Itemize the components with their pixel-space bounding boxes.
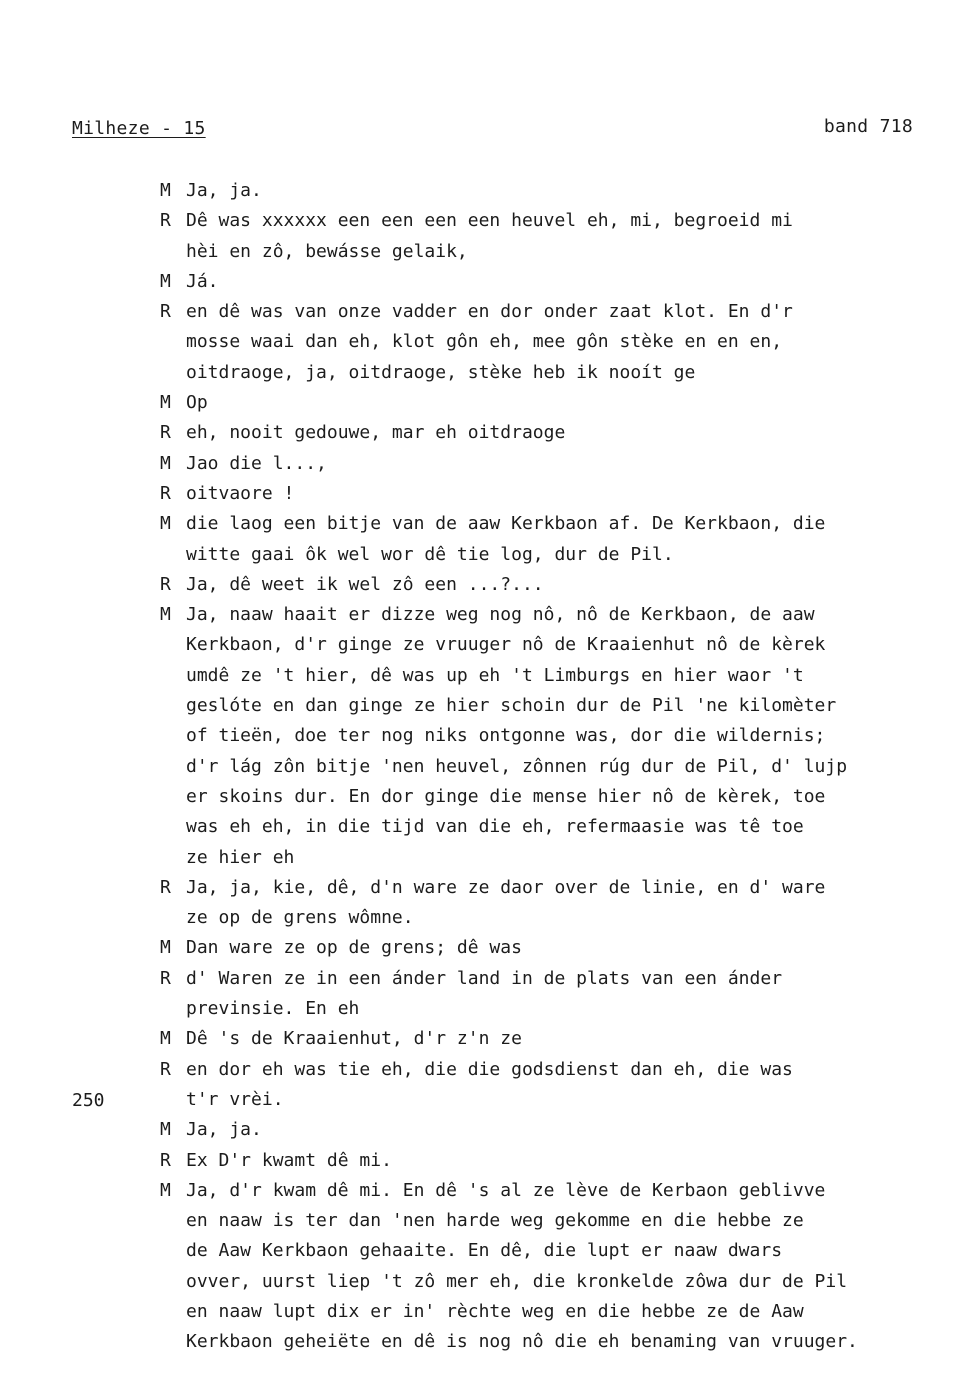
dialogue-turn	[160, 176, 960, 206]
turn-text	[186, 873, 960, 934]
speaker-label: R	[160, 967, 171, 989]
turn-text	[186, 933, 960, 963]
turn-text	[186, 1146, 960, 1176]
dialogue-turn	[160, 570, 960, 600]
text-line: Ja, ja.	[186, 180, 262, 201]
text-line: Dê 's de Kraaienhut, d'r z'n ze	[186, 1028, 522, 1050]
speaker-label: R	[160, 573, 171, 595]
text-line: Ja, ja.	[186, 1119, 262, 1141]
dialogue-turn	[160, 1024, 960, 1054]
dialogue-turn	[160, 1055, 960, 1116]
dialogue-turn	[160, 1115, 960, 1145]
text-line: eh, nooit gedouwe, mar eh oitdraoge	[186, 422, 566, 444]
text-line: Ja, naaw haait er dizze weg nog nô, nô de Kerkbaon, de aaw	[186, 604, 815, 626]
dialogue-turn	[160, 1146, 960, 1176]
text-line: witte gaai ôk wel wor dê tie log, dur de Pil.	[186, 543, 674, 565]
turn-text	[186, 267, 960, 297]
text-line: ovver, uurst liep 't zô mer eh, die kronkelde zôwa dur de Pil	[186, 1270, 848, 1292]
page-header-title: Milheze - 15	[72, 118, 206, 139]
text-line: die laog een bitje van de aaw Kerkbaon af. De Kerkbaon, die	[186, 513, 826, 535]
text-line: Kerkbaon geheiëte en dê is nog nô die eh benaming van vruuger.	[186, 1331, 858, 1353]
speaker-label: M	[160, 180, 171, 201]
turn-text	[186, 964, 960, 1025]
speaker-label: M	[160, 513, 171, 535]
dialogue-turn	[160, 933, 960, 963]
text-line: Ja, d'r kwam dê mi. En dê 's al ze lève de Kerbaon geblivve	[186, 1179, 826, 1201]
text-line: of tieën, doe ter nog niks ontgonne was, dor die wildernis;	[186, 725, 826, 747]
turn-text	[186, 600, 960, 873]
dialogue-turn	[160, 388, 960, 418]
turn-text	[186, 176, 960, 206]
transcript	[160, 176, 960, 1358]
text-line: en naaw is ter dan 'nen harde weg gekomme en die hebbe ze	[186, 1210, 804, 1232]
speaker-label: M	[160, 452, 171, 474]
text-line: Já.	[186, 270, 219, 292]
dialogue-turn	[160, 267, 960, 297]
speaker-label: R	[160, 876, 171, 898]
text-line: Ex D'r kwamt dê mi.	[186, 1149, 392, 1171]
turn-text	[186, 1176, 960, 1358]
speaker-label: R	[160, 422, 171, 444]
speaker-label: R	[160, 1058, 171, 1080]
turn-text	[186, 479, 960, 509]
text-line: er skoins dur. En dor ginge die mense hier nô de kèrek, toe	[186, 785, 826, 807]
text-line: Ja, ja, kie, dê, d'n ware ze daor over de linie, en d' ware	[186, 876, 826, 898]
text-line: Op	[186, 392, 208, 414]
turn-text	[186, 570, 960, 600]
text-line: Kerkbaon, d'r ginge ze vruuger nô de Kraaienhut nô de kèrek	[186, 634, 826, 656]
text-line: en dê was van onze vadder en dor onder zaat klot. En d'r	[186, 301, 793, 323]
dialogue-turn	[160, 418, 960, 448]
text-line: t'r vrèi.	[186, 1088, 284, 1110]
speaker-label: M	[160, 604, 171, 626]
turn-text	[186, 1024, 960, 1054]
text-line: en dor eh was tie eh, die die godsdienst dan eh, die was	[186, 1058, 793, 1080]
text-line: mosse waai dan eh, klot gôn eh, mee gôn stèke en en en,	[186, 331, 783, 353]
turn-text	[186, 449, 960, 479]
dialogue-turn	[160, 964, 960, 1025]
dialogue-turn	[160, 206, 960, 267]
turn-text	[186, 418, 960, 448]
text-line: oitvaore !	[186, 482, 295, 504]
dialogue-turn	[160, 509, 960, 570]
speaker-label: M	[160, 1028, 171, 1050]
turn-text	[186, 509, 960, 570]
text-line: was eh eh, in die tijd van die eh, refermaasie was tê toe	[186, 816, 804, 838]
turn-text	[186, 1115, 960, 1145]
speaker-label: R	[160, 482, 171, 504]
speaker-label: M	[160, 1179, 171, 1201]
dialogue-turn	[160, 1176, 960, 1358]
text-line: Jao die l...,	[186, 452, 327, 474]
speaker-label: M	[160, 392, 171, 414]
margin-counter: 250	[72, 1090, 105, 1111]
text-line: d' Waren ze in een ánder land in de plats van een ánder	[186, 967, 783, 989]
tape-number: band 718	[823, 116, 913, 137]
text-line: Ja, dê weet ik wel zô een ...?...	[186, 573, 544, 595]
speaker-label: R	[160, 1149, 171, 1171]
turn-text	[186, 297, 960, 388]
speaker-label: R	[160, 210, 171, 232]
text-line: Dê was xxxxxx een een een een heuvel eh, mi, begroeid mi	[186, 210, 793, 232]
dialogue-turn	[160, 479, 960, 509]
turn-text	[186, 1055, 960, 1116]
speaker-label: M	[160, 1119, 171, 1141]
text-line: d'r lág zôn bitje 'nen heuvel, zônnen rúg dur de Pil, d' lujp	[186, 755, 848, 777]
text-line: geslóte en dan ginge ze hier schoin dur de Pil 'ne kilomèter	[186, 695, 837, 717]
text-line: de Aaw Kerkbaon gehaaite. En dê, die lupt er naaw dwars	[186, 1240, 783, 1262]
text-line: hèi en zô, bewásse gelaik,	[186, 240, 468, 262]
text-line: Dan ware ze op de grens; dê was	[186, 937, 522, 959]
speaker-label: R	[160, 301, 171, 323]
text-line: en naaw lupt dix er in' rèchte weg en die hebbe ze de Aaw	[186, 1300, 804, 1322]
text-line: ze hier eh	[186, 846, 295, 868]
dialogue-turn	[160, 600, 960, 873]
text-line: previnsie. En eh	[186, 998, 360, 1020]
text-line: oitdraoge, ja, oitdraoge, stèke heb ik nooít ge	[186, 361, 696, 383]
turn-text	[186, 388, 960, 418]
dialogue-turn	[160, 449, 960, 479]
speaker-label: M	[160, 270, 171, 292]
dialogue-turn	[160, 873, 960, 934]
speaker-label: M	[160, 937, 171, 959]
turn-text	[186, 206, 960, 267]
text-line: umdê ze 't hier, dê was up eh 't Limburgs en hier waor 't	[186, 664, 804, 686]
dialogue-turn	[160, 297, 960, 388]
text-line: ze op de grens wômne.	[186, 907, 414, 929]
